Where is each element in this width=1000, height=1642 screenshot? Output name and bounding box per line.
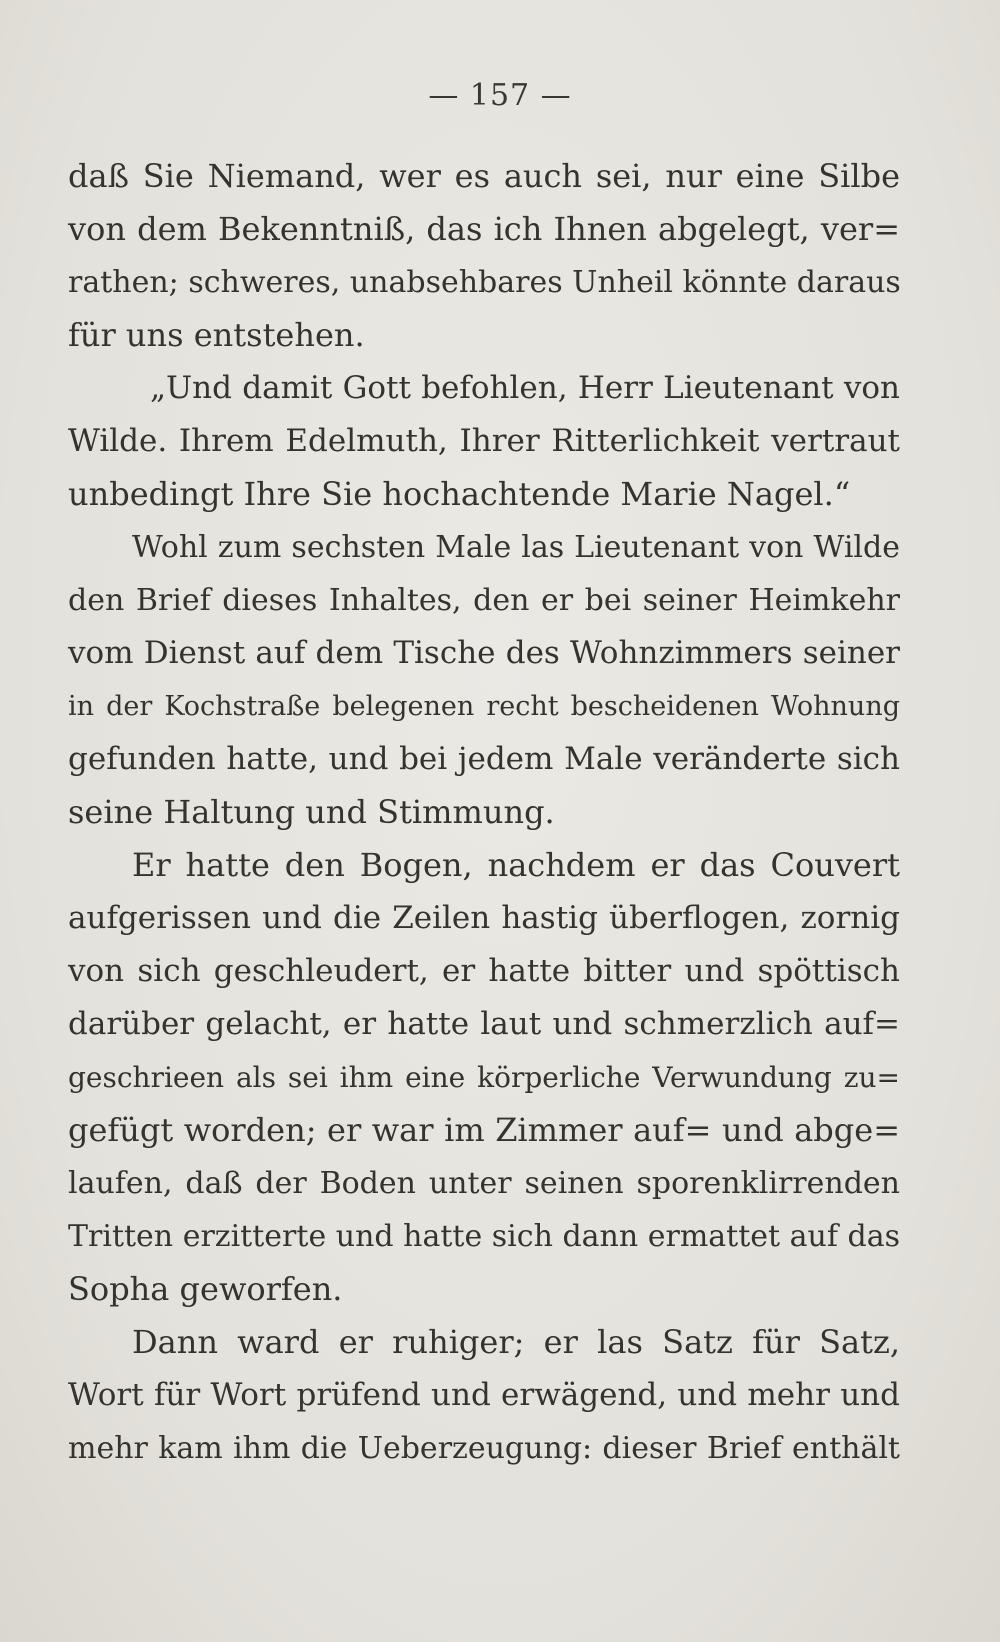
text-line: „Und damit Gott befohlen, Herr Lieutenant von <box>150 370 900 406</box>
text-line: von dem Bekenntniß, das ich Ihnen abgelegt, ver= <box>68 210 900 248</box>
text-line: daß Sie Niemand, wer es auch sei, nur eine Silbe <box>68 157 900 195</box>
text-line: Tritten erzitterte und hatte sich dann ermattet auf das <box>68 1219 900 1254</box>
text-line: geschrieen als sei ihm eine körperliche Verwundung zu= <box>68 1061 900 1094</box>
text-line: Wort für Wort prüfend und erwägend, und mehr und <box>68 1377 900 1413</box>
text-line: gefunden hatte, und bei jedem Male veränderte sich <box>68 741 900 777</box>
text-line: den Brief dieses Inhaltes, den er bei seiner Heimkehr <box>68 583 900 618</box>
text-line: Wohl zum sechsten Male las Lieutenant von Wilde <box>132 530 900 565</box>
text-line: von sich geschleudert, er hatte bitter und spöttisch <box>68 953 900 989</box>
text-line: mehr kam ihm die Ueberzeugung: dieser Brief enthält <box>68 1431 900 1466</box>
text-line: aufgerissen und die Zeilen hastig überflogen, zornig <box>68 900 900 936</box>
text-line: unbedingt Ihre Sie hochachtende Marie Nagel.“ <box>68 475 851 513</box>
text-line: gefügt worden; er war im Zimmer auf= und abge= <box>68 1111 900 1149</box>
text-line: für uns entstehen. <box>68 316 365 354</box>
text-line: Sopha geworfen. <box>68 1270 343 1308</box>
text-line: in der Kochstraße belegenen recht bescheidenen Wohnung <box>68 691 900 722</box>
text-line: darüber gelacht, er hatte laut und schmerzlich auf= <box>68 1006 900 1042</box>
body-text <box>68 150 900 1475</box>
text-line: vom Dienst auf dem Tische des Wohnzimmers seiner <box>68 635 900 671</box>
text-line: laufen, daß der Boden unter seinen sporenklirrenden <box>68 1166 900 1201</box>
text-line: Dann ward er ruhiger; er las Satz für Satz, <box>132 1323 900 1361</box>
text-line: seine Haltung und Stimmung. <box>68 793 555 831</box>
text-line: rathen; schweres, unabsehbares Unheil könnte daraus <box>68 265 901 300</box>
text-line: Wilde. Ihrem Edelmuth, Ihrer Ritterlichkeit vertraut <box>68 423 900 459</box>
text-line: Er hatte den Bogen, nachdem er das Couvert <box>132 846 900 884</box>
page-number: — 157 — <box>428 78 572 113</box>
